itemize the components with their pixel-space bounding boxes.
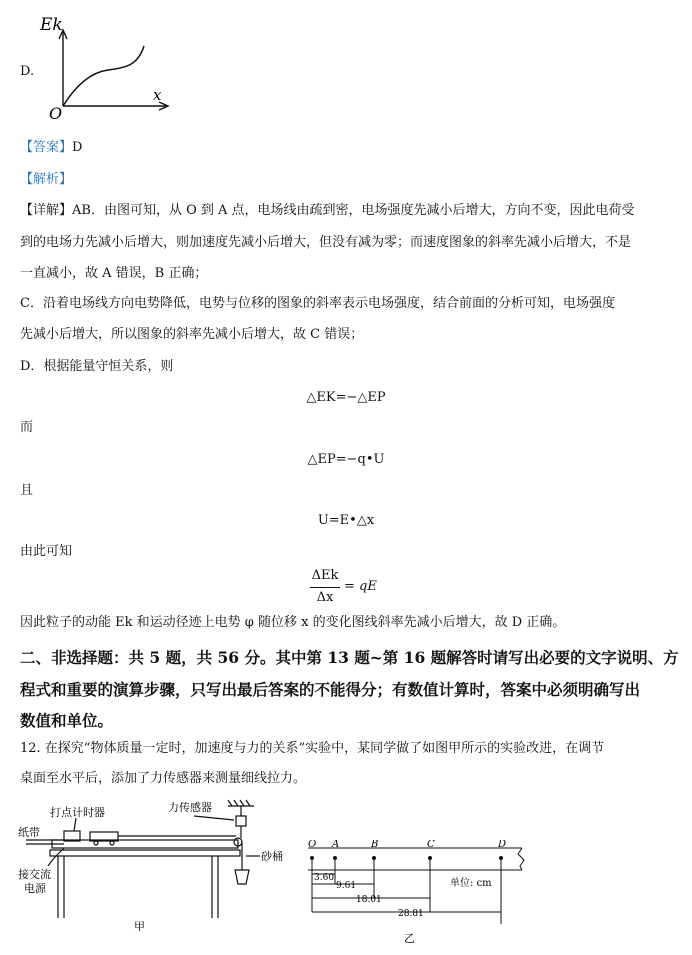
unit-label: 单位: cm bbox=[450, 878, 492, 889]
section2-line-3: 数值和单位。 bbox=[20, 711, 114, 730]
detail-line-2: 到的电场力先减小后增大，则加速度先减小后增大，但没有减为零；而速度图象的斜率先减小后增大，不是 bbox=[20, 235, 632, 250]
label-timer: 打点计时器 bbox=[50, 806, 105, 819]
figure-yi bbox=[300, 840, 530, 948]
detail-text-1: AB．由图可知，从 O 到 A 点，电场线由疏到密，电场强度先减小后增大，方向不变，因此电荷受 bbox=[72, 203, 635, 218]
y-axis-label: Ek bbox=[40, 15, 63, 35]
sand-bucket bbox=[235, 870, 249, 884]
answer-line bbox=[20, 140, 82, 156]
label-power-2: 电源 bbox=[24, 882, 46, 895]
fraction-rhs: = qE bbox=[344, 579, 377, 594]
point-b: B bbox=[371, 840, 379, 850]
q12-line-1: 12. 在探究“物体质量一定时，加速度与力的关系”实验中，某同学做了如图甲所示的实验改进，在调节 bbox=[20, 741, 605, 756]
point-o: O bbox=[308, 840, 317, 850]
table-top bbox=[50, 850, 240, 856]
fraction-denominator: Δx bbox=[316, 590, 334, 605]
conclusion: 因此粒子的动能 Ek 和运动径迹上电势 φ 随位移 x 的变化图线斜率先减小后增大，故 D 正确。 bbox=[20, 615, 566, 630]
ek-x-graph bbox=[38, 10, 178, 120]
detail-line-3: 一直减小，故 A 错误，B 正确； bbox=[20, 266, 208, 281]
point-a: A bbox=[332, 840, 340, 850]
dist-360: 3.60 bbox=[314, 873, 335, 883]
word-youci: 由此可知 bbox=[20, 544, 73, 559]
word-er: 而 bbox=[20, 420, 34, 435]
detail-line-6: D．根据能量守恒关系，则 bbox=[20, 359, 174, 374]
word-qie: 且 bbox=[20, 483, 34, 498]
option-d-label: D. bbox=[20, 64, 35, 79]
equation-4 bbox=[306, 566, 396, 610]
detail-line-4: C．沿着电场线方向电势降低，电势与位移的图象的斜率表示电场强度，结合前面的分析可知，电场强度 bbox=[20, 296, 615, 311]
label-tape: 纸带 bbox=[18, 826, 40, 839]
label-sensor: 力传感器 bbox=[168, 801, 212, 814]
point-c: C bbox=[427, 840, 435, 850]
equation-1: △EK=−△EP bbox=[306, 390, 386, 405]
figure-jia bbox=[14, 798, 304, 948]
caption-yi: 乙 bbox=[404, 932, 415, 945]
label-bucket: 砂桶 bbox=[261, 850, 283, 863]
label-power-1: 接交流 bbox=[18, 868, 51, 881]
point-d: D bbox=[498, 840, 507, 850]
analysis-tag: 【解析】 bbox=[20, 172, 73, 187]
detail-line-5: 先减小后增大，所以图象的斜率先减小后增大，故 C 错误； bbox=[20, 327, 364, 342]
x-axis-label: x bbox=[153, 86, 162, 104]
answer-value: D bbox=[72, 140, 83, 155]
caption-jia: 甲 bbox=[134, 920, 145, 933]
dist-2881: 28.81 bbox=[398, 909, 424, 919]
section2-line-2: 程式和重要的演算步骤，只写出最后答案的不能得分；有数值计算时，答案中必须明确写出 bbox=[20, 680, 641, 699]
equation-2: △EP=−q•U bbox=[307, 452, 385, 467]
detail-tag: 【详解】 bbox=[20, 203, 73, 218]
section2-line-1: 二、非选择题：共 5 题，共 56 分。其中第 13 题~第 16 题解答时请写出必要的文字说明、方 bbox=[20, 648, 679, 667]
q12-line-2: 桌面至水平后，添加了力传感器来测量细线拉力。 bbox=[20, 771, 307, 786]
dist-961: 9.61 bbox=[336, 881, 357, 891]
fraction-bar bbox=[310, 587, 340, 588]
fraction-numerator: ΔEk bbox=[311, 568, 339, 583]
force-sensor bbox=[236, 816, 246, 826]
detail-line-1 bbox=[20, 203, 635, 219]
origin-label: O bbox=[49, 104, 63, 120]
equation-3: U=E•△x bbox=[317, 513, 375, 528]
answer-tag: 【答案】 bbox=[20, 140, 73, 155]
ek-curve bbox=[63, 46, 144, 106]
dist-1801: 18.01 bbox=[356, 895, 382, 905]
